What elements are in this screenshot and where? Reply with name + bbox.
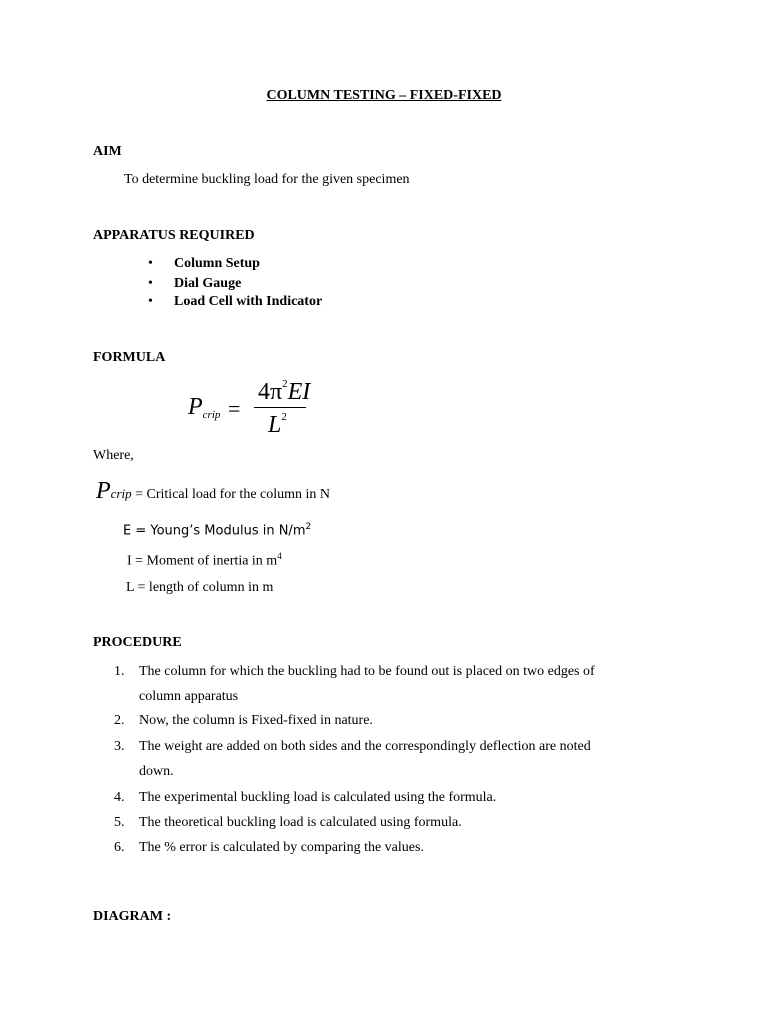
equals-sign: = [228,396,241,421]
procedure-step: 2. Now, the column is Fixed-fixed in nature. [114,713,373,728]
formula-denominator: $L^2$ [268,411,287,438]
aim-heading: AIM [93,144,122,159]
aim-text: To determine buckling load for the given specimen [124,172,410,187]
pcrip-definition: Pcrip = Critical load for the column in N [96,478,331,504]
apparatus-item: • Dial Gauge [148,276,242,291]
procedure-step: 4. The experimental buckling load is calculated using the formula. [114,790,497,805]
diagram-heading: DIAGRAM : [93,909,172,924]
page-title: COLUMN TESTING – FIXED-FIXED [266,88,502,103]
where-label: Where, [93,448,134,463]
bullet-icon: • [148,256,153,271]
procedure-heading: PROCEDURE [93,635,182,650]
procedure-step: 1. The column for which the buckling had to be found out is placed on two edges of [114,664,595,679]
apparatus-item: • Load Cell with Indicator [148,294,323,309]
l-definition: L = length of column in m [126,580,274,595]
procedure-step-continuation: down. [139,764,174,779]
procedure-step: 5. The theoretical buckling load is calculated using formula. [114,815,462,830]
procedure-step: 3. The weight are added on both sides and the correspondingly deflection are noted [114,739,591,754]
e-definition: E = Young’s Modulus in $N/m^2$ [123,522,312,539]
apparatus-heading: APPARATUS REQUIRED [93,228,255,243]
bullet-icon: • [148,294,153,309]
formula-heading: FORMULA [93,350,166,365]
formula-numerator: $4\pi^2EI$ [258,378,311,405]
i-definition: I = Moment of inertia in $m^4$ [127,551,282,569]
fraction-bar [254,407,306,408]
formula-lhs: $P_{crip}$ [188,394,221,421]
apparatus-item: • Column Setup [148,256,260,271]
buckling-formula [188,378,328,444]
procedure-step-continuation: column apparatus [139,689,239,704]
procedure-step: 6. The % error is calculated by comparing the values. [114,840,424,855]
bullet-icon: • [148,276,153,291]
